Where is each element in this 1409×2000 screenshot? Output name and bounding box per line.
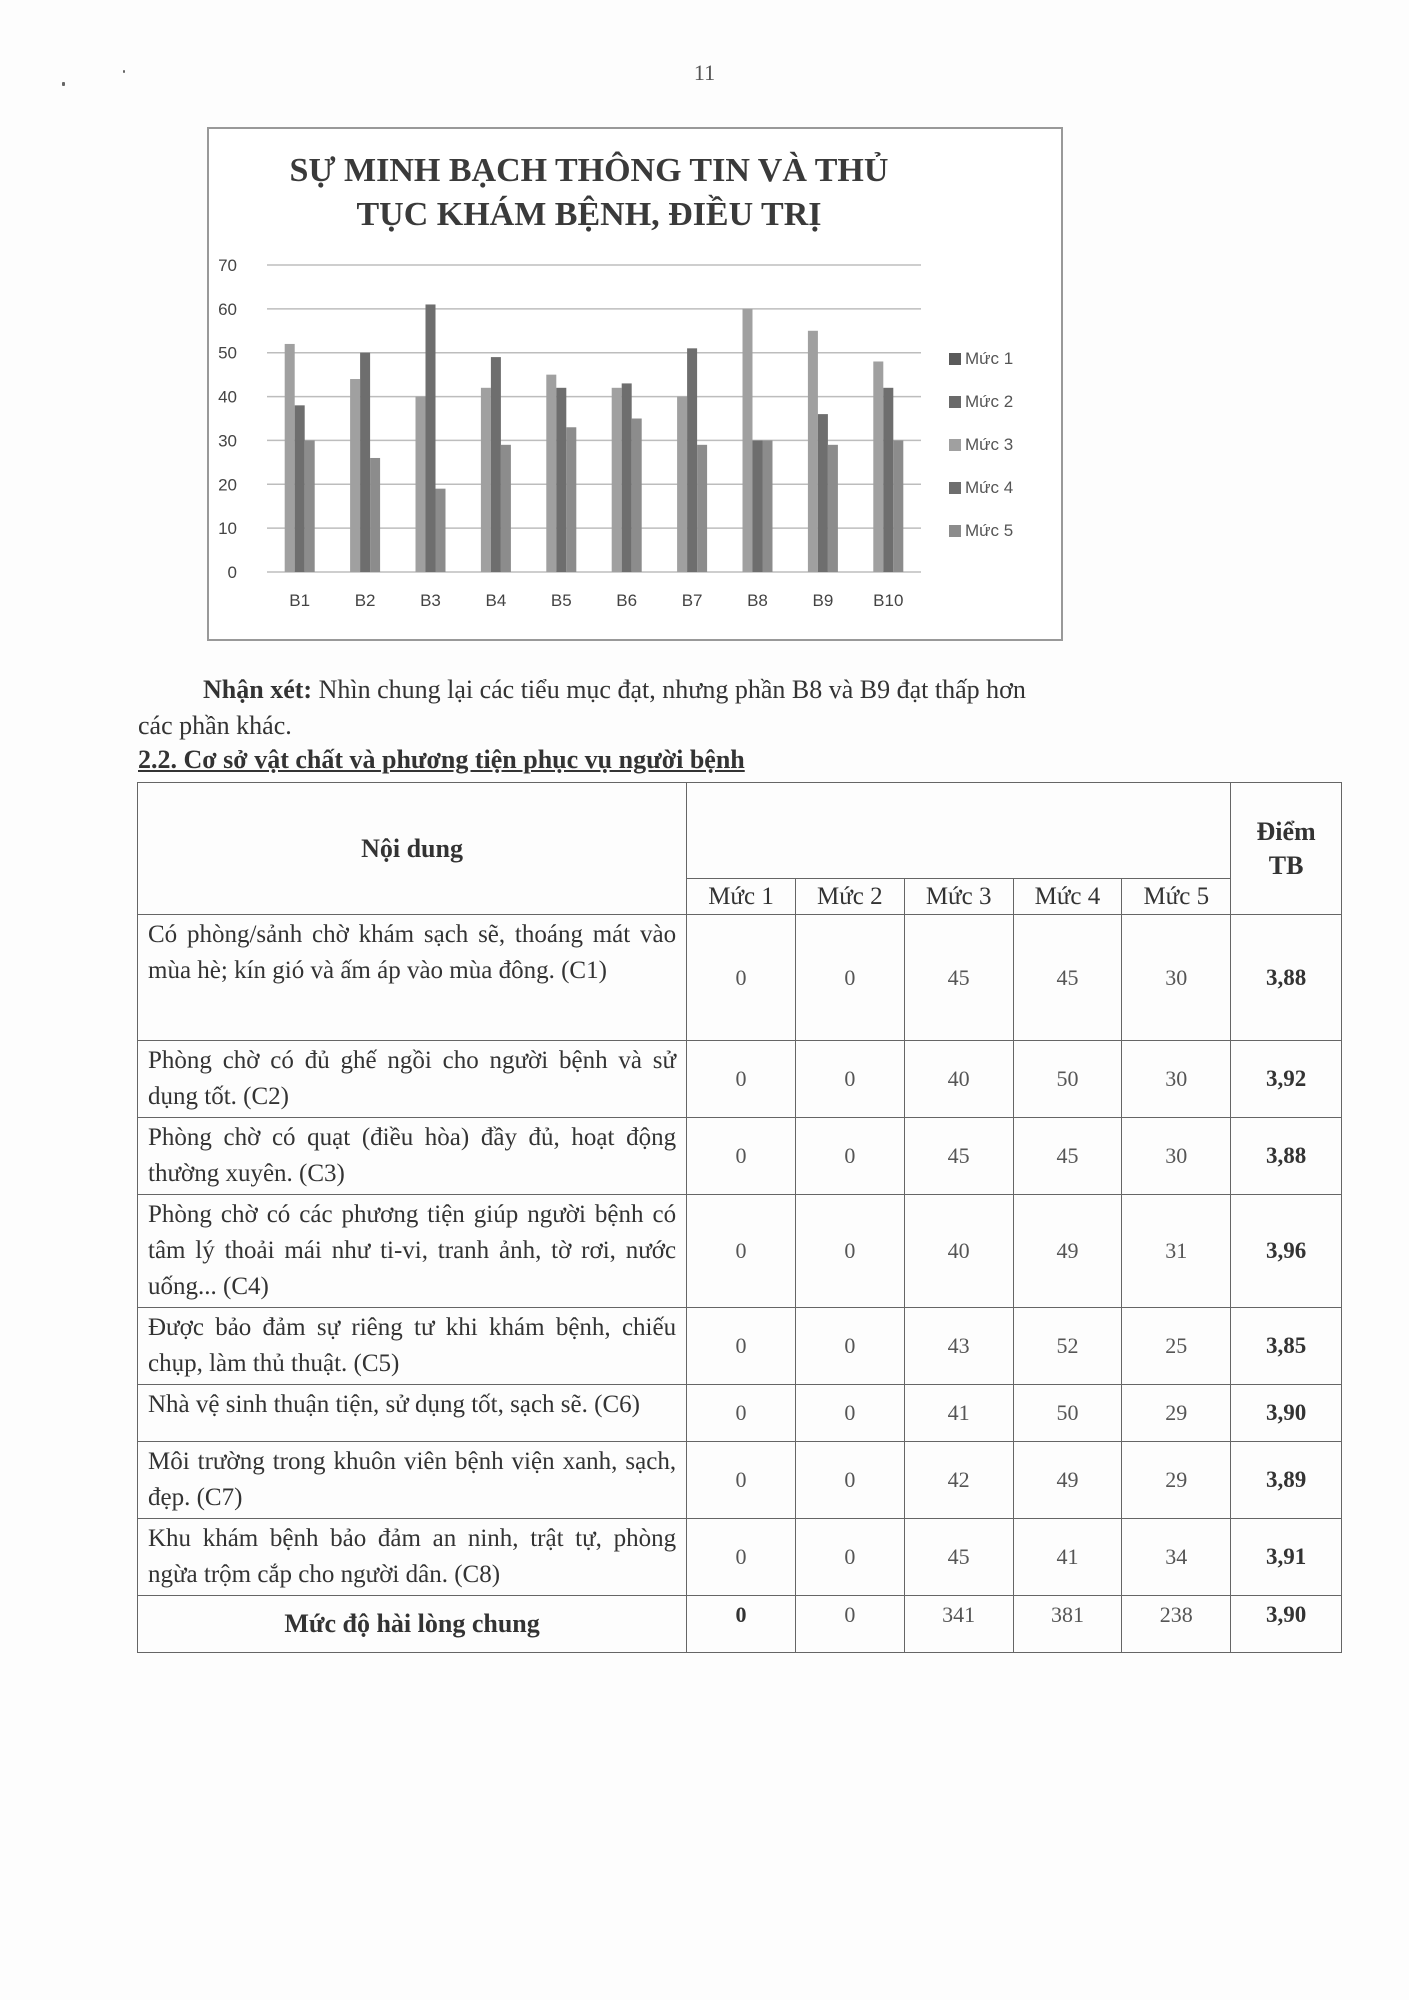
cell-level-4: 52 — [1013, 1308, 1122, 1385]
cell-score: 3,96 — [1231, 1195, 1342, 1308]
bar-b10-muc-5 — [893, 440, 903, 572]
row-content: Được bảo đảm sự riêng tư khi khám bệnh, chiếu chụp, làm thủ thuật. (C5) — [138, 1308, 687, 1385]
bar-b10-muc-4 — [883, 388, 893, 572]
bar-b4-muc-3 — [481, 388, 491, 572]
cell-level-3: 45 — [904, 1118, 1013, 1195]
bar-b9-muc-5 — [828, 445, 838, 572]
x-tick-label: B8 — [747, 591, 768, 610]
cell-score: 3,89 — [1231, 1442, 1342, 1519]
legend-swatch — [949, 396, 961, 408]
bar-b5-muc-5 — [566, 427, 576, 572]
cell-level-2: 0 — [795, 1519, 904, 1596]
cell-score: 3,92 — [1231, 1041, 1342, 1118]
bar-b6-muc-4 — [622, 383, 632, 572]
bar-b8-muc-3 — [743, 309, 753, 572]
y-tick-label: 20 — [218, 475, 237, 495]
legend-item — [949, 423, 1013, 466]
cell-level-1: 0 — [687, 1519, 796, 1596]
cell-level-4: 49 — [1013, 1195, 1122, 1308]
x-tick-label: B9 — [812, 591, 834, 610]
cell-level-3: 40 — [904, 1041, 1013, 1118]
cell-score: 3,90 — [1231, 1385, 1342, 1442]
comment-text: Nhìn chung lại các tiểu mục đạt, nhưng phần B8 và B9 đạt thấp hơn — [312, 675, 1026, 704]
satisfaction-table — [137, 782, 1342, 1653]
bar-b4-muc-5 — [501, 445, 511, 572]
legend-swatch — [949, 353, 961, 365]
cell-level-1: 0 — [687, 1385, 796, 1442]
row-content: Có phòng/sảnh chờ khám sạch sẽ, thoáng mát vào mùa hè; kín gió và ấm áp vào mùa đông. (C1) — [138, 915, 687, 1041]
cell-level-2: 0 — [795, 1041, 904, 1118]
cell-level-5: 30 — [1122, 1041, 1231, 1118]
bar-chart — [209, 129, 1061, 639]
comment-paragraph — [138, 672, 1218, 708]
header-content: Nội dung — [138, 783, 687, 915]
y-tick-label: 40 — [218, 387, 237, 407]
cell-level-4: 45 — [1013, 915, 1122, 1041]
header-level-2: Mức 2 — [795, 879, 904, 915]
header-level-4: Mức 4 — [1013, 879, 1122, 915]
header-level-1: Mức 1 — [687, 879, 796, 915]
cell-level-4: 41 — [1013, 1519, 1122, 1596]
bar-b9-muc-3 — [808, 331, 818, 572]
header-score: Điểm TB — [1231, 783, 1342, 915]
cell-level-2: 0 — [795, 1308, 904, 1385]
row-content: Môi trường trong khuôn viên bệnh viện xanh, sạch, đẹp. (C7) — [138, 1442, 687, 1519]
total-row — [138, 1596, 1342, 1653]
cell-level-5: 29 — [1122, 1385, 1231, 1442]
table-row — [138, 1118, 1342, 1195]
x-tick-label: B4 — [485, 591, 507, 610]
cell-level-3: 40 — [904, 1195, 1013, 1308]
bar-b7-muc-5 — [697, 445, 707, 572]
x-tick-label: B7 — [681, 591, 703, 610]
legend-item — [949, 466, 1013, 509]
row-content: Nhà vệ sinh thuận tiện, sử dụng tốt, sạch sẽ. (C6) — [138, 1385, 687, 1442]
cell-level-2: 0 — [795, 1385, 904, 1442]
bar-b7-muc-3 — [677, 397, 687, 572]
bar-b4-muc-4 — [491, 357, 501, 572]
cell-level-2: 0 — [795, 915, 904, 1041]
total-score: 3,90 — [1231, 1596, 1342, 1653]
bar-b7-muc-4 — [687, 348, 697, 572]
table-row — [138, 915, 1342, 1041]
cell-score: 3,88 — [1231, 1118, 1342, 1195]
table-row — [138, 1519, 1342, 1596]
cell-level-1: 0 — [687, 1118, 796, 1195]
header-level-3: Mức 3 — [904, 879, 1013, 915]
bar-b8-muc-5 — [763, 440, 773, 572]
cell-level-3: 45 — [904, 1519, 1013, 1596]
legend-swatch — [949, 482, 961, 494]
bar-b2-muc-4 — [360, 353, 370, 572]
bar-b5-muc-3 — [546, 375, 556, 572]
cell-level-1: 0 — [687, 1442, 796, 1519]
cell-level-2: 0 — [795, 1195, 904, 1308]
legend-label: Mức 3 — [965, 434, 1014, 454]
cell-score: 3,88 — [1231, 915, 1342, 1041]
cell-score: 3,85 — [1231, 1308, 1342, 1385]
cell-level-5: 30 — [1122, 915, 1231, 1041]
bar-b3-muc-4 — [426, 304, 436, 572]
cell-level-2: 0 — [795, 1442, 904, 1519]
table-row — [138, 1308, 1342, 1385]
legend-label: Mức 5 — [965, 520, 1014, 540]
y-tick-label: 50 — [218, 343, 237, 363]
header-level-5: Mức 5 — [1122, 879, 1231, 915]
bar-b1-muc-5 — [305, 440, 315, 572]
cell-level-2: 0 — [795, 1118, 904, 1195]
x-tick-label: B6 — [616, 591, 638, 610]
chart-legend — [949, 337, 1013, 552]
page-number: 11 — [693, 60, 716, 85]
cell-level-1: 0 — [687, 1195, 796, 1308]
legend-item — [949, 337, 1013, 380]
row-content: Phòng chờ có các phương tiện giúp người bệnh có tâm lý thoải mái như ti-vi, tranh ảnh, tờ rơi, nước uống... (C4) — [138, 1195, 687, 1308]
legend-swatch — [949, 439, 961, 451]
x-tick-label: B1 — [289, 591, 311, 610]
cell-level-5: 34 — [1122, 1519, 1231, 1596]
cell-score: 3,91 — [1231, 1519, 1342, 1596]
legend-label: Mức 4 — [965, 477, 1014, 497]
legend-swatch — [949, 525, 961, 537]
total-level-3: 341 — [904, 1596, 1013, 1653]
bar-b6-muc-3 — [612, 388, 622, 572]
bar-b3-muc-3 — [416, 397, 426, 572]
legend-item — [949, 380, 1013, 423]
bar-b3-muc-5 — [436, 489, 446, 572]
x-tick-label: B3 — [420, 591, 441, 610]
row-content: Phòng chờ có đủ ghế ngồi cho người bệnh và sử dụng tốt. (C2) — [138, 1041, 687, 1118]
total-level-4: 381 — [1013, 1596, 1122, 1653]
total-label: Mức độ hài lòng chung — [138, 1596, 687, 1653]
total-level-5: 238 — [1122, 1596, 1231, 1653]
cell-level-1: 0 — [687, 1308, 796, 1385]
comment-paragraph-cont: các phần khác. — [138, 711, 292, 740]
comment-label: Nhận xét: — [203, 675, 313, 704]
cell-level-3: 41 — [904, 1385, 1013, 1442]
y-tick-label: 60 — [218, 299, 237, 319]
x-tick-label: B10 — [873, 591, 904, 610]
table-row — [138, 1195, 1342, 1308]
y-tick-label: 70 — [218, 256, 237, 275]
total-level-1: 0 — [687, 1596, 796, 1653]
chart-title-line-1: SỰ MINH BẠCH THÔNG TIN VÀ THỦ — [289, 152, 889, 189]
chart-container — [207, 127, 1063, 641]
bar-b8-muc-4 — [753, 440, 763, 572]
row-content: Phòng chờ có quạt (điều hòa) đầy đủ, hoạt động thường xuyên. (C3) — [138, 1118, 687, 1195]
chart-title-line-2: TỤC KHÁM BỆNH, ĐIỀU TRỊ — [356, 196, 822, 233]
legend-item — [949, 509, 1013, 552]
cell-level-1: 0 — [687, 1041, 796, 1118]
total-level-2: 0 — [795, 1596, 904, 1653]
legend-label: Mức 1 — [965, 348, 1014, 368]
bar-b2-muc-3 — [350, 379, 360, 572]
cell-level-4: 45 — [1013, 1118, 1122, 1195]
bar-b5-muc-4 — [556, 388, 566, 572]
cell-level-5: 30 — [1122, 1118, 1231, 1195]
cell-level-4: 49 — [1013, 1442, 1122, 1519]
x-tick-label: B2 — [354, 591, 376, 610]
table-row — [138, 1442, 1342, 1519]
bar-b1-muc-3 — [285, 344, 295, 572]
y-tick-label: 0 — [227, 563, 237, 582]
cell-level-5: 31 — [1122, 1195, 1231, 1308]
cell-level-3: 45 — [904, 915, 1013, 1041]
y-tick-label: 10 — [218, 519, 237, 539]
cell-level-3: 43 — [904, 1308, 1013, 1385]
table-row — [138, 1385, 1342, 1442]
table-row — [138, 1041, 1342, 1118]
cell-level-4: 50 — [1013, 1385, 1122, 1442]
cell-level-5: 29 — [1122, 1442, 1231, 1519]
x-tick-label: B5 — [550, 591, 572, 610]
section-heading: 2.2. Cơ sở vật chất và phương tiện phục vụ người bệnh — [138, 745, 745, 774]
bar-b2-muc-5 — [370, 458, 380, 572]
cell-level-3: 42 — [904, 1442, 1013, 1519]
cell-level-4: 50 — [1013, 1041, 1122, 1118]
bar-b6-muc-5 — [632, 419, 642, 573]
row-content: Khu khám bệnh bảo đảm an ninh, trật tự, phòng ngừa trộm cắp cho người dân. (C8) — [138, 1519, 687, 1596]
header-levels-group — [687, 783, 1231, 879]
bar-b10-muc-3 — [873, 361, 883, 572]
cell-level-5: 25 — [1122, 1308, 1231, 1385]
y-tick-label: 30 — [218, 431, 237, 451]
bar-b9-muc-4 — [818, 414, 828, 572]
cell-level-1: 0 — [687, 915, 796, 1041]
legend-label: Mức 2 — [965, 391, 1014, 411]
bar-b1-muc-4 — [295, 405, 305, 572]
